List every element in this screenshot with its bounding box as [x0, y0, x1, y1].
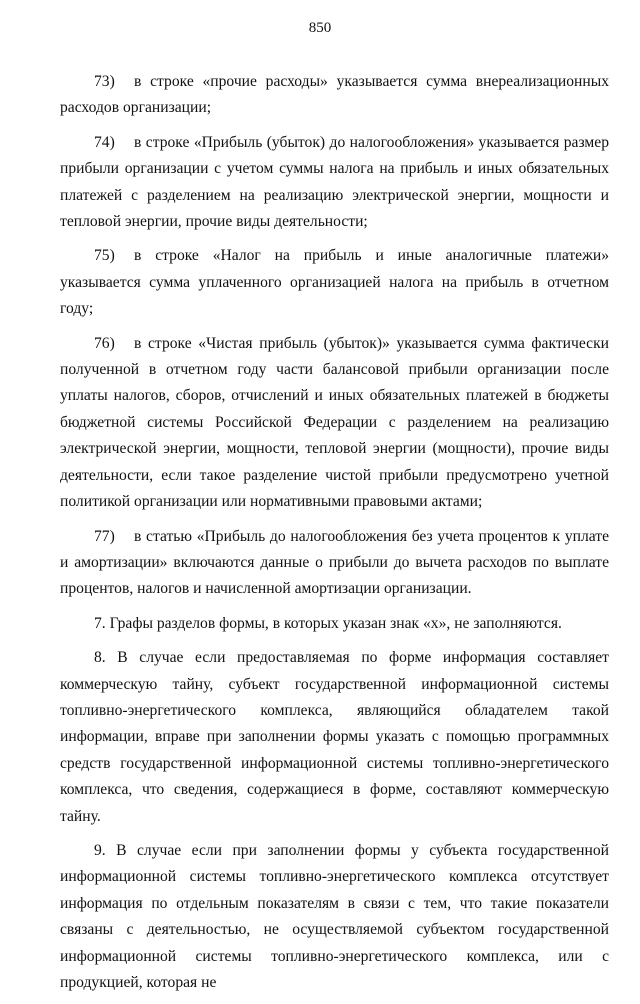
paragraph-text: 7. Графы разделов формы, в которых указан знак «х», не заполняются.	[94, 614, 562, 632]
paragraph-number: 77)	[94, 527, 115, 545]
document-body	[60, 69, 609, 1004]
paragraph-text: в строке «Чистая прибыль (убыток)» указывается сумма фактически полученной в отчетном году части балансовой прибыли организации после уплаты налогов, сборов, отчислений и иных обязательных платежей в бюджеты бюджетной системы Российской Федерации с разделением на реализацию электрической энергии, мощности, тепловой энергии (мощности), прочие виды деятельности, если такое разделение чистой прибыли предусмотрено учетной политикой организации или нормативными правовыми актами;	[60, 334, 609, 511]
paragraph-77	[60, 524, 609, 603]
paragraph-number: 73)	[94, 73, 115, 90]
paragraph-number: 76)	[94, 334, 115, 352]
paragraph-75	[60, 243, 609, 322]
paragraph-number: 74)	[94, 133, 115, 151]
page-number: 850	[308, 20, 332, 36]
paragraph-9	[60, 838, 609, 996]
paragraph-7	[60, 611, 609, 637]
paragraph-74	[60, 130, 609, 236]
paragraph-73	[60, 69, 609, 122]
paragraph-76	[60, 331, 609, 516]
paragraph-text: 8. В случае если предоставляемая по форме информация составляет коммерческую тайну, субъект государственной информационной системы топливно-энергетического комплекса, являющийся обладателем такой информации, вправе при заполнении формы указать с помощью программных средств государственной информационной системы топливно-энергетического комплекса, что сведения, содержащиеся в форме, составляют коммерческую тайну.	[60, 649, 609, 825]
paragraph-text: в статью «Прибыль до налогообложения без учета процентов к уплате и амортизации» включаются данные о прибыли до вычета расходов по выплате процентов, налогов и начисленной амортизации организации.	[60, 527, 609, 598]
paragraph-text: 9. В случае если при заполнении формы у субъекта государственной информационной системы топливно-энергетического комплекса отсутствует информация по отдельным показателям в связи с тем, что такие показатели связаны с деятельностью, не осуществляемой субъектом государственной информационной системы топливно-энергетического комплекса, или с продукцией, которая не	[60, 841, 609, 991]
paragraph-text: в строке «Прибыль (убыток) до налогообложения» указывается размер прибыли организации с учетом суммы налога на прибыль и иных обязательных платежей с разделением на реализацию электрической энергии, мощности и тепловой энергии, прочие виды деятельности;	[60, 133, 609, 231]
paragraph-text: в строке «прочие расходы» указывается сумма внереализационных расходов организации;	[60, 73, 609, 117]
paragraph-8	[60, 645, 609, 830]
paragraph-text: в строке «Налог на прибыль и иные аналогичные платежи» указывается сумма уплаченного организацией налога на прибыль в отчетном году;	[60, 247, 609, 318]
paragraph-number: 75)	[94, 247, 115, 265]
